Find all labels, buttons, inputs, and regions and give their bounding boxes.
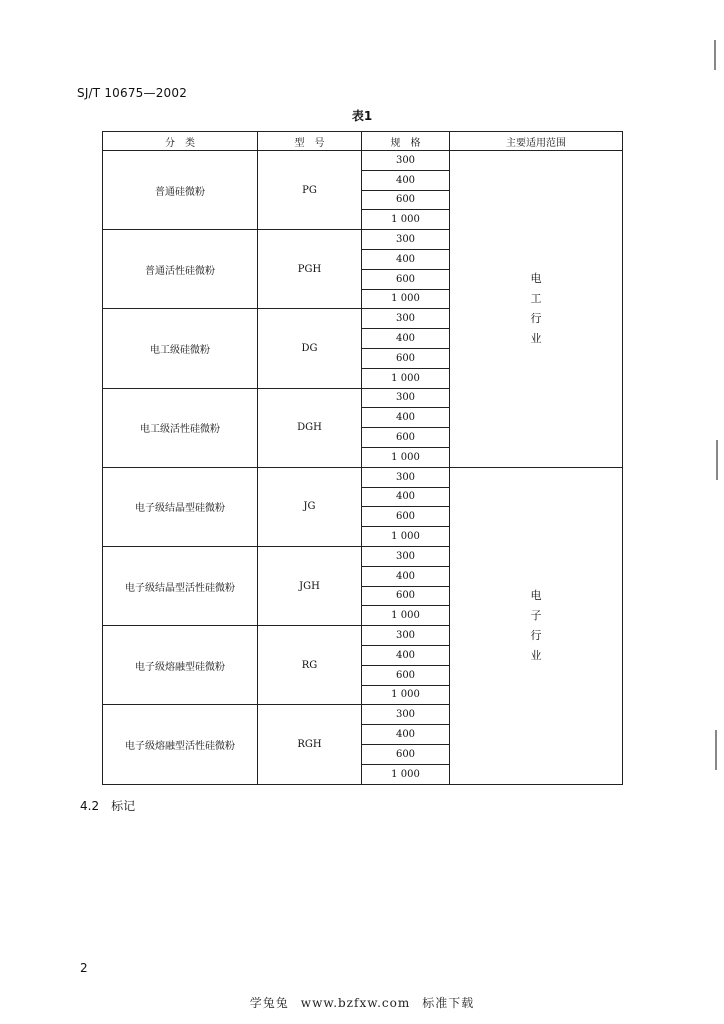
scan-artifact <box>715 730 717 770</box>
spec-cell: 1 000 <box>362 685 450 705</box>
category-cell: 电子级结晶型活性硅微粉 <box>103 546 258 625</box>
spec-cell: 400 <box>362 487 450 507</box>
model-cell: DG <box>258 309 362 388</box>
section-title: 标记 <box>111 799 136 813</box>
scan-artifact <box>714 40 716 70</box>
category-cell: 普通活性硅微粉 <box>103 230 258 309</box>
column-header-scope: 主要适用范围 <box>450 132 623 151</box>
watermark-url: www.bzfxw.com <box>300 996 411 1010</box>
section-number: 4.2 <box>80 799 100 813</box>
watermark-tagline: 标准下载 <box>422 996 475 1010</box>
section-heading <box>80 797 135 814</box>
specification-table <box>102 131 623 785</box>
scope-character: 电 <box>530 271 542 285</box>
table-caption: 表1 <box>351 109 373 123</box>
category-cell: 电子级结晶型硅微粉 <box>103 467 258 546</box>
column-header-model: 型 号 <box>258 132 362 151</box>
spec-cell: 300 <box>362 705 450 725</box>
model-cell: RGH <box>258 705 362 784</box>
column-header-spec: 规 格 <box>362 132 450 151</box>
spec-cell: 600 <box>362 507 450 527</box>
scope-character: 行 <box>530 311 542 325</box>
scan-artifact <box>716 440 718 480</box>
spec-cell: 1 000 <box>362 527 450 547</box>
scope-cell <box>450 151 623 468</box>
spec-cell: 300 <box>362 467 450 487</box>
spec-cell: 1 000 <box>362 447 450 467</box>
model-cell: RG <box>258 626 362 705</box>
table-row <box>103 467 623 487</box>
watermark-footer <box>0 994 724 1011</box>
spec-cell: 300 <box>362 388 450 408</box>
spec-cell: 400 <box>362 725 450 745</box>
model-cell: PG <box>258 151 362 230</box>
standard-code: SJ/T 10675—2002 <box>77 86 188 100</box>
spec-cell: 600 <box>362 744 450 764</box>
category-cell: 电子级熔融型活性硅微粉 <box>103 705 258 784</box>
scope-cell <box>450 467 623 784</box>
model-cell: JGH <box>258 546 362 625</box>
spec-cell: 300 <box>362 546 450 566</box>
scope-character: 业 <box>530 331 542 345</box>
spec-cell: 400 <box>362 329 450 349</box>
spec-cell: 600 <box>362 348 450 368</box>
spec-cell: 400 <box>362 645 450 665</box>
spec-cell: 1 000 <box>362 606 450 626</box>
spec-cell: 600 <box>362 586 450 606</box>
spec-cell: 600 <box>362 665 450 685</box>
spec-cell: 300 <box>362 230 450 250</box>
spec-cell: 400 <box>362 566 450 586</box>
scope-character: 行 <box>530 628 542 642</box>
scope-text <box>531 269 542 349</box>
scope-character: 工 <box>530 291 542 305</box>
table-body <box>103 151 623 785</box>
model-cell: DGH <box>258 388 362 467</box>
scope-character: 电 <box>530 588 542 602</box>
spec-cell: 300 <box>362 151 450 171</box>
spec-cell: 1 000 <box>362 210 450 230</box>
column-header-category: 分 类 <box>103 132 258 151</box>
spec-cell: 600 <box>362 269 450 289</box>
model-cell: JG <box>258 467 362 546</box>
spec-cell: 600 <box>362 428 450 448</box>
table-row <box>103 151 623 171</box>
watermark-site-name: 学兔兔 <box>249 996 289 1010</box>
table-header-row <box>103 132 623 151</box>
scope-character: 子 <box>530 608 542 622</box>
scope-character: 业 <box>530 648 542 662</box>
category-cell: 普通硅微粉 <box>103 151 258 230</box>
spec-cell: 300 <box>362 626 450 646</box>
spec-cell: 600 <box>362 190 450 210</box>
category-cell: 电工级硅微粉 <box>103 309 258 388</box>
spec-cell: 1 000 <box>362 368 450 388</box>
category-cell: 电子级熔融型硅微粉 <box>103 626 258 705</box>
spec-cell: 400 <box>362 408 450 428</box>
spec-cell: 1 000 <box>362 289 450 309</box>
page-number: 2 <box>80 961 88 975</box>
scope-text <box>531 586 542 666</box>
spec-cell: 400 <box>362 249 450 269</box>
category-cell: 电工级活性硅微粉 <box>103 388 258 467</box>
model-cell: PGH <box>258 230 362 309</box>
spec-cell: 300 <box>362 309 450 329</box>
spec-cell: 400 <box>362 170 450 190</box>
spec-cell: 1 000 <box>362 764 450 784</box>
